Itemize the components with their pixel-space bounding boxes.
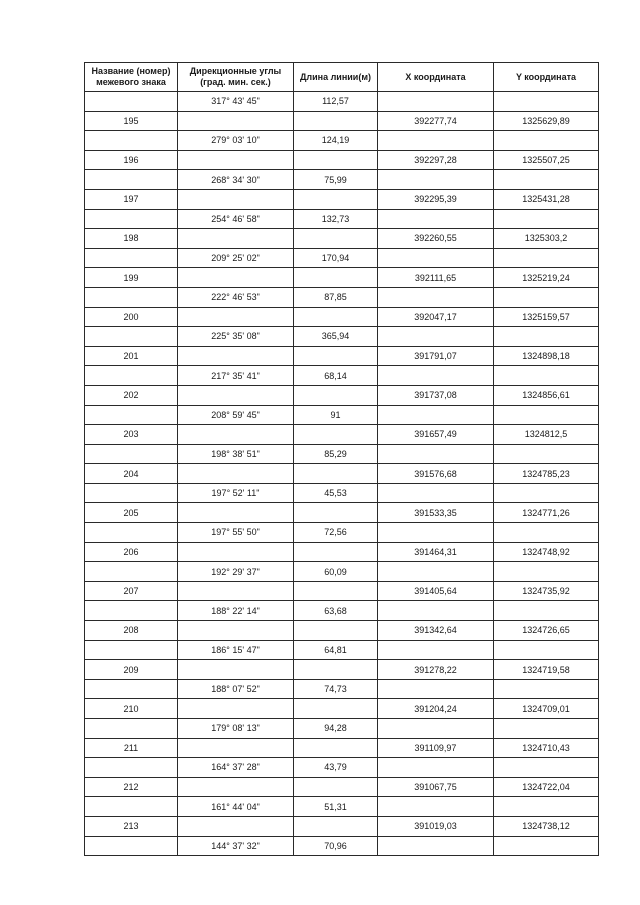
point-row	[85, 816, 599, 836]
x-coordinate-cell	[378, 523, 494, 543]
mark-name-cell: 201	[85, 346, 178, 366]
x-coordinate-cell: 392047,17	[378, 307, 494, 327]
y-coordinate-cell	[494, 209, 599, 229]
x-coordinate-cell: 391657,49	[378, 425, 494, 445]
angle-cell: 268° 34' 30"	[178, 170, 294, 190]
length-cell	[294, 503, 378, 523]
segment-row	[85, 719, 599, 739]
angle-cell: 222° 46' 53"	[178, 287, 294, 307]
angle-cell	[178, 385, 294, 405]
segment-row	[85, 131, 599, 151]
x-coordinate-cell: 392295,39	[378, 189, 494, 209]
length-cell: 87,85	[294, 287, 378, 307]
length-cell: 112,57	[294, 92, 378, 112]
mark-name-cell: 210	[85, 699, 178, 719]
mark-name-cell	[85, 287, 178, 307]
mark-name-cell: 207	[85, 581, 178, 601]
mark-name-cell: 208	[85, 621, 178, 641]
point-row	[85, 503, 599, 523]
mark-name-cell	[85, 209, 178, 229]
x-coordinate-cell	[378, 209, 494, 229]
angle-cell: 179° 08' 13"	[178, 719, 294, 739]
angle-cell	[178, 542, 294, 562]
angle-cell: 279° 03' 10"	[178, 131, 294, 151]
length-cell: 72,56	[294, 523, 378, 543]
angle-cell	[178, 738, 294, 758]
y-coordinate-cell: 1324785,23	[494, 464, 599, 484]
point-row	[85, 189, 599, 209]
mark-name-cell: 200	[85, 307, 178, 327]
angle-cell: 192° 29' 37"	[178, 562, 294, 582]
y-coordinate-cell: 1324726,65	[494, 621, 599, 641]
mark-name-cell	[85, 327, 178, 347]
mark-name-cell	[85, 444, 178, 464]
x-coordinate-cell	[378, 483, 494, 503]
length-cell: 94,28	[294, 719, 378, 739]
y-coordinate-cell	[494, 327, 599, 347]
y-coordinate-cell: 1324722,04	[494, 777, 599, 797]
length-cell	[294, 425, 378, 445]
length-cell	[294, 111, 378, 131]
angle-cell: 317° 43' 45"	[178, 92, 294, 112]
length-cell: 170,94	[294, 248, 378, 268]
angle-cell	[178, 307, 294, 327]
y-coordinate-cell	[494, 719, 599, 739]
length-cell: 51,31	[294, 797, 378, 817]
y-coordinate-cell	[494, 483, 599, 503]
mark-name-cell: 205	[85, 503, 178, 523]
mark-name-cell: 196	[85, 150, 178, 170]
mark-name-cell: 206	[85, 542, 178, 562]
angle-cell: 209° 25' 02"	[178, 248, 294, 268]
length-cell	[294, 660, 378, 680]
length-cell	[294, 150, 378, 170]
x-coordinate-cell	[378, 248, 494, 268]
angle-cell: 254° 46' 58"	[178, 209, 294, 229]
point-row	[85, 150, 599, 170]
angle-cell	[178, 660, 294, 680]
length-cell	[294, 777, 378, 797]
mark-name-cell: 199	[85, 268, 178, 288]
point-row	[85, 738, 599, 758]
y-coordinate-cell	[494, 679, 599, 699]
angle-cell	[178, 346, 294, 366]
segment-row	[85, 640, 599, 660]
segment-row	[85, 209, 599, 229]
length-cell: 60,09	[294, 562, 378, 582]
mark-name-cell	[85, 366, 178, 386]
y-coordinate-cell	[494, 248, 599, 268]
segment-row	[85, 170, 599, 190]
angle-cell: 225° 35' 08"	[178, 327, 294, 347]
mark-name-cell	[85, 248, 178, 268]
angle-cell	[178, 111, 294, 131]
mark-name-cell	[85, 797, 178, 817]
length-cell: 68,14	[294, 366, 378, 386]
y-coordinate-cell: 1325629,89	[494, 111, 599, 131]
x-coordinate-cell: 391576,68	[378, 464, 494, 484]
point-row	[85, 307, 599, 327]
angle-cell	[178, 581, 294, 601]
segment-row	[85, 523, 599, 543]
length-cell	[294, 581, 378, 601]
mark-name-cell: 209	[85, 660, 178, 680]
x-coordinate-cell: 391405,64	[378, 581, 494, 601]
x-coordinate-cell: 391533,35	[378, 503, 494, 523]
mark-name-cell	[85, 719, 178, 739]
length-cell: 365,94	[294, 327, 378, 347]
segment-row	[85, 287, 599, 307]
angle-cell	[178, 503, 294, 523]
x-coordinate-cell: 391109,97	[378, 738, 494, 758]
angle-cell: 188° 07' 52"	[178, 679, 294, 699]
x-coordinate-cell: 392297,28	[378, 150, 494, 170]
header-mark-name: Название (номер) межевого знака	[85, 63, 178, 92]
mark-name-cell	[85, 131, 178, 151]
x-coordinate-cell: 391204,24	[378, 699, 494, 719]
length-cell	[294, 542, 378, 562]
x-coordinate-cell: 391791,07	[378, 346, 494, 366]
header-directional-angles: Дирекционные углы (град. мин. сек.)	[178, 63, 294, 92]
mark-name-cell	[85, 483, 178, 503]
length-cell	[294, 268, 378, 288]
length-cell: 63,68	[294, 601, 378, 621]
mark-name-cell	[85, 679, 178, 699]
point-row	[85, 111, 599, 131]
segment-row	[85, 444, 599, 464]
y-coordinate-cell	[494, 444, 599, 464]
y-coordinate-cell	[494, 131, 599, 151]
y-coordinate-cell: 1324856,61	[494, 385, 599, 405]
x-coordinate-cell	[378, 327, 494, 347]
y-coordinate-cell	[494, 170, 599, 190]
angle-cell: 197° 55' 50"	[178, 523, 294, 543]
segment-row	[85, 758, 599, 778]
x-coordinate-cell	[378, 170, 494, 190]
point-row	[85, 385, 599, 405]
segment-row	[85, 679, 599, 699]
angle-cell	[178, 189, 294, 209]
mark-name-cell: 204	[85, 464, 178, 484]
table-body	[85, 92, 599, 856]
segment-row	[85, 836, 599, 856]
x-coordinate-cell: 392277,74	[378, 111, 494, 131]
mark-name-cell	[85, 758, 178, 778]
point-row	[85, 268, 599, 288]
length-cell: 85,29	[294, 444, 378, 464]
x-coordinate-cell	[378, 366, 494, 386]
x-coordinate-cell	[378, 405, 494, 425]
point-row	[85, 229, 599, 249]
y-coordinate-cell: 1324709,01	[494, 699, 599, 719]
length-cell	[294, 816, 378, 836]
angle-cell	[178, 464, 294, 484]
segment-row	[85, 327, 599, 347]
y-coordinate-cell: 1325431,28	[494, 189, 599, 209]
x-coordinate-cell: 392111,65	[378, 268, 494, 288]
mark-name-cell: 195	[85, 111, 178, 131]
y-coordinate-cell: 1324748,92	[494, 542, 599, 562]
mark-name-cell	[85, 523, 178, 543]
length-cell: 75,99	[294, 170, 378, 190]
angle-cell: 164° 37' 28"	[178, 758, 294, 778]
y-coordinate-cell: 1325159,57	[494, 307, 599, 327]
point-row	[85, 660, 599, 680]
x-coordinate-cell	[378, 758, 494, 778]
segment-row	[85, 562, 599, 582]
length-cell	[294, 738, 378, 758]
mark-name-cell: 198	[85, 229, 178, 249]
length-cell	[294, 385, 378, 405]
angle-cell: 208° 59' 45"	[178, 405, 294, 425]
length-cell: 124,19	[294, 131, 378, 151]
y-coordinate-cell: 1324719,58	[494, 660, 599, 680]
angle-cell	[178, 777, 294, 797]
table-header-row	[85, 63, 599, 92]
y-coordinate-cell: 1325303,2	[494, 229, 599, 249]
y-coordinate-cell	[494, 405, 599, 425]
x-coordinate-cell	[378, 287, 494, 307]
mark-name-cell	[85, 405, 178, 425]
x-coordinate-cell: 391737,08	[378, 385, 494, 405]
length-cell: 45,53	[294, 483, 378, 503]
point-row	[85, 346, 599, 366]
boundary-coordinates-table	[84, 62, 599, 856]
length-cell: 74,73	[294, 679, 378, 699]
angle-cell: 188° 22' 14"	[178, 601, 294, 621]
y-coordinate-cell: 1324898,18	[494, 346, 599, 366]
y-coordinate-cell: 1325219,24	[494, 268, 599, 288]
mark-name-cell	[85, 170, 178, 190]
x-coordinate-cell	[378, 797, 494, 817]
angle-cell: 161° 44' 04"	[178, 797, 294, 817]
angle-cell	[178, 621, 294, 641]
length-cell: 132,73	[294, 209, 378, 229]
length-cell	[294, 464, 378, 484]
length-cell: 70,96	[294, 836, 378, 856]
y-coordinate-cell	[494, 640, 599, 660]
x-coordinate-cell: 391019,03	[378, 816, 494, 836]
x-coordinate-cell: 391464,31	[378, 542, 494, 562]
x-coordinate-cell: 392260,55	[378, 229, 494, 249]
mark-name-cell: 197	[85, 189, 178, 209]
header-y-coordinate: Y координата	[494, 63, 599, 92]
segment-row	[85, 405, 599, 425]
y-coordinate-cell: 1324771,26	[494, 503, 599, 523]
mark-name-cell: 203	[85, 425, 178, 445]
point-row	[85, 425, 599, 445]
x-coordinate-cell: 391342,64	[378, 621, 494, 641]
x-coordinate-cell	[378, 836, 494, 856]
header-x-coordinate: X координата	[378, 63, 494, 92]
x-coordinate-cell	[378, 640, 494, 660]
y-coordinate-cell	[494, 601, 599, 621]
x-coordinate-cell	[378, 92, 494, 112]
angle-cell: 217° 35' 41"	[178, 366, 294, 386]
length-cell	[294, 621, 378, 641]
y-coordinate-cell	[494, 92, 599, 112]
angle-cell	[178, 229, 294, 249]
x-coordinate-cell	[378, 601, 494, 621]
segment-row	[85, 92, 599, 112]
point-row	[85, 542, 599, 562]
x-coordinate-cell: 391278,22	[378, 660, 494, 680]
angle-cell	[178, 150, 294, 170]
angle-cell	[178, 699, 294, 719]
length-cell: 64,81	[294, 640, 378, 660]
point-row	[85, 777, 599, 797]
angle-cell: 144° 37' 32"	[178, 836, 294, 856]
length-cell	[294, 189, 378, 209]
y-coordinate-cell	[494, 562, 599, 582]
mark-name-cell: 211	[85, 738, 178, 758]
segment-row	[85, 248, 599, 268]
length-cell	[294, 307, 378, 327]
mark-name-cell	[85, 562, 178, 582]
point-row	[85, 581, 599, 601]
angle-cell	[178, 425, 294, 445]
mark-name-cell	[85, 92, 178, 112]
segment-row	[85, 797, 599, 817]
y-coordinate-cell: 1324812,5	[494, 425, 599, 445]
x-coordinate-cell	[378, 719, 494, 739]
point-row	[85, 464, 599, 484]
y-coordinate-cell	[494, 836, 599, 856]
header-line-length: Длина линии(м)	[294, 63, 378, 92]
length-cell: 43,79	[294, 758, 378, 778]
mark-name-cell	[85, 836, 178, 856]
y-coordinate-cell: 1324735,92	[494, 581, 599, 601]
mark-name-cell: 213	[85, 816, 178, 836]
angle-cell	[178, 816, 294, 836]
segment-row	[85, 366, 599, 386]
length-cell: 91	[294, 405, 378, 425]
length-cell	[294, 229, 378, 249]
segment-row	[85, 483, 599, 503]
y-coordinate-cell: 1325507,25	[494, 150, 599, 170]
y-coordinate-cell	[494, 797, 599, 817]
y-coordinate-cell: 1324738,12	[494, 816, 599, 836]
y-coordinate-cell	[494, 523, 599, 543]
angle-cell: 197° 52' 11"	[178, 483, 294, 503]
mark-name-cell	[85, 640, 178, 660]
y-coordinate-cell	[494, 287, 599, 307]
angle-cell: 186° 15' 47"	[178, 640, 294, 660]
segment-row	[85, 601, 599, 621]
y-coordinate-cell	[494, 366, 599, 386]
y-coordinate-cell: 1324710,43	[494, 738, 599, 758]
angle-cell: 198° 38' 51"	[178, 444, 294, 464]
length-cell	[294, 346, 378, 366]
mark-name-cell: 212	[85, 777, 178, 797]
x-coordinate-cell	[378, 562, 494, 582]
x-coordinate-cell	[378, 444, 494, 464]
x-coordinate-cell	[378, 679, 494, 699]
length-cell	[294, 699, 378, 719]
mark-name-cell: 202	[85, 385, 178, 405]
x-coordinate-cell: 391067,75	[378, 777, 494, 797]
mark-name-cell	[85, 601, 178, 621]
angle-cell	[178, 268, 294, 288]
point-row	[85, 621, 599, 641]
point-row	[85, 699, 599, 719]
x-coordinate-cell	[378, 131, 494, 151]
y-coordinate-cell	[494, 758, 599, 778]
